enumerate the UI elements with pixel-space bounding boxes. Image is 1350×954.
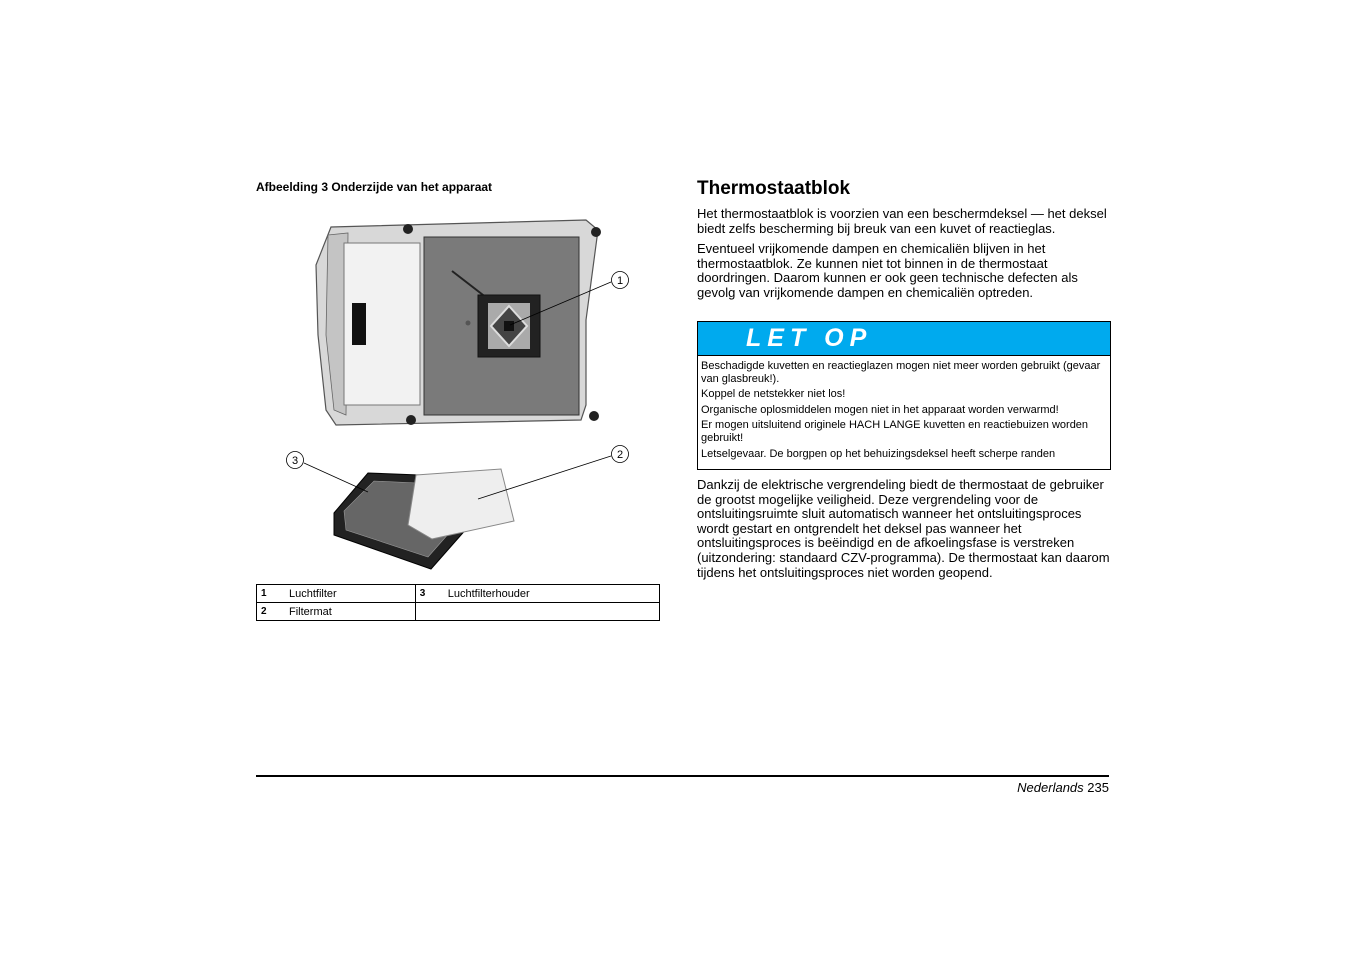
- caution-box: [697, 321, 1111, 470]
- figure-caption: Afbeelding 3 Onderzijde van het apparaat: [256, 180, 493, 194]
- table-row: [257, 603, 660, 621]
- section-title: Thermostaatblok: [697, 178, 851, 199]
- legend-number: 3: [415, 585, 444, 603]
- body-paragraph: Het thermostaatblok is voorzien van een beschermdeksel — het deksel biedt zelfs bescherming bij breuk van een kuvet of reactieglas.: [697, 206, 1107, 236]
- device-underside-illustration: [256, 205, 660, 580]
- caution-item: Koppel de netstekker niet los!: [701, 388, 846, 401]
- foot: [589, 411, 599, 421]
- legend-number: 1: [257, 585, 286, 603]
- legend-label: [444, 603, 660, 621]
- body-paragraph: Dankzij de elektrische vergrendeling biedt de thermostaat de gebruiker de grootst mogelijke veiligheid. Deze vergrendeling voor de ontsluitingsruimte sluit automatisch wanneer het ontsluitingsproces wordt gestart en ontgrendelt het deksel pas wanneer het ontsluitingsproces is beëindigd en de afkoelingsfase is verstreken (uitzondering: standaard CZV-programma). De thermostaat kan daarom tijdens het ontsluitingsproces niet worden geopend.: [697, 477, 1110, 580]
- caution-list: [698, 356, 1110, 460]
- page-number: 235: [1087, 780, 1109, 795]
- legend-label: Luchtfilterhouder: [444, 585, 660, 603]
- caution-heading: LET OP: [698, 322, 1110, 356]
- caution-item: Beschadigde kuvetten en reactieglazen mogen niet meer worden gebruikt (gevaar van glasbreuk!).: [701, 360, 1101, 385]
- legend-label: Filtermat: [285, 603, 415, 621]
- callout-1-label: 1: [616, 275, 624, 287]
- type-label: [352, 303, 366, 345]
- foot: [591, 227, 601, 237]
- legend-number: 2: [257, 603, 286, 621]
- filter-mat: [408, 469, 514, 539]
- footer-divider: [256, 775, 1109, 777]
- page-footer: [900, 780, 1109, 795]
- air-filter-grille: [478, 295, 540, 357]
- caution-item: Letselgevaar. De borgpen op het behuizingsdeksel heeft scherpe randen: [701, 447, 1056, 460]
- footer-language: Nederlands: [1017, 780, 1084, 795]
- caution-item: Organische oplosmiddelen mogen niet in het apparaat worden verwarmd!: [701, 403, 1059, 416]
- callout-3-label: 3: [291, 455, 299, 467]
- foot: [403, 224, 413, 234]
- figure-legend-table: [256, 584, 660, 621]
- table-row: [257, 585, 660, 603]
- legend-number: [415, 603, 444, 621]
- foot: [406, 415, 416, 425]
- legend-label: Luchtfilter: [285, 585, 415, 603]
- body-paragraph: Eventueel vrijkomende dampen en chemicaliën blijven in het thermostaatblok. Ze kunnen niet tot binnen in de thermostaat doordringen. Daarom kunnen er ook geen technische defecten als gevolg van vrijkomende dampen en chemicaliën optreden.: [697, 241, 1078, 300]
- caution-item: Er mogen uitsluitend originele HACH LANGE kuvetten en reactiebuizen worden gebruikt!: [701, 419, 1089, 444]
- callout-2-label: 2: [616, 449, 624, 461]
